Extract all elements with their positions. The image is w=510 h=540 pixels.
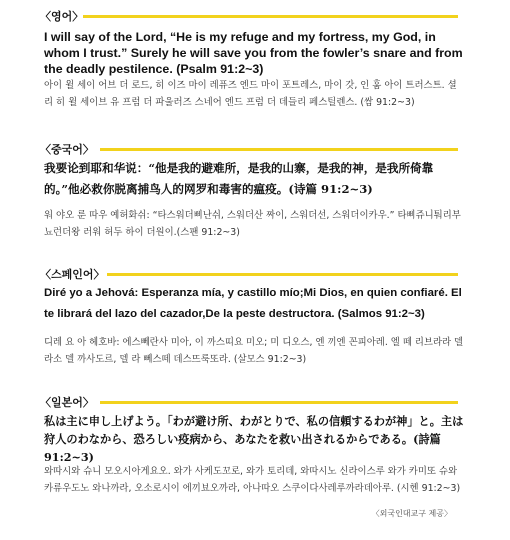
source-credit: 〈외국인대교구 제공〉 (371, 509, 452, 518)
section-header: 〈스페인어〉 (40, 268, 105, 281)
pronunciation-text: 와따시와 슈니 모오시아게요오. 와가 사케도꼬로, 와가 토리데, 와따시노 신라이스루 와가 카미또 슈와 카류우도노 와나까라, 오소로시이 에끼뵤오까라, 아나따오 스쿠이다사레루까라데아루. (시헨 91:2~3) (44, 466, 461, 494)
verse-text: 私は主に申し上げよう。「わが避け所、わがとりで、私の信頼するわが神」と。主は狩人のわなから、恐ろしい疫病から、あなたを救い出されるからである。(詩篇 91:2~3) (44, 414, 464, 464)
verse-text: 我要论到耶和华说：“他是我的避难所，是我的山寨，是我的神，是我所倚靠的。”他必救你脱离捕鸟人的网罗和毒害的瘟疫。(诗篇 91:2~3) (44, 161, 434, 196)
section-header: 〈영어〉 (40, 10, 84, 23)
header-divider (100, 148, 458, 151)
pronunciation-text: 디레 요 아 헤호바: 에스뻬란사 미아, 이 까스띠요 미오; 미 디오스, 엔 끼엔 꼰피아레. 엘 떼 리브라라 델 라소 델 까사도르, 델 라 뻬스떼 데스뜨룩또라. (살모스 91:2~3) (44, 337, 464, 365)
header-divider (107, 273, 458, 276)
header-divider (83, 15, 458, 18)
verse-text: Diré yo a Jehová: Esperanza mía, y castillo mío;Mi Dios, en quien confiaré. El te librará del lazo del cazador,De la peste destructora. (Salmos 91:2~3) (44, 287, 462, 320)
pronunciation-text: 워 야오 룬 따우 예허화쉬: “타스워더삐난쉬, 스워더산 짜이, 스워더선, 스워더이카우.” 타삐쥬니퉈리부뇨런더왕 러워 허두 하이 더원이.(스팬 91:2~3) (44, 210, 461, 238)
header-divider (100, 401, 458, 404)
section-header: 〈일본어〉 (40, 396, 94, 409)
verse-text: I will say of the Lord, “He is my refuge and my fortress, my God, in whom I trust.” Surely he will save you from the fowler’s snare and from the deadly pestilence. (Psalm 91:2~3) (44, 30, 463, 76)
section-header: 〈중국어〉 (40, 143, 94, 156)
pronunciation-text: 아이 윌 세이 어브 더 로드, 히 이즈 마이 레퓨즈 엔드 마이 포트레스, 마이 갓, 인 훔 아이 트러스트. 셜리 히 윌 세이브 유 프럼 더 파울러즈 스네어 엔드 프럼 더 데들리 페스틸렌스. (쌈 91:2~3) (44, 80, 457, 108)
